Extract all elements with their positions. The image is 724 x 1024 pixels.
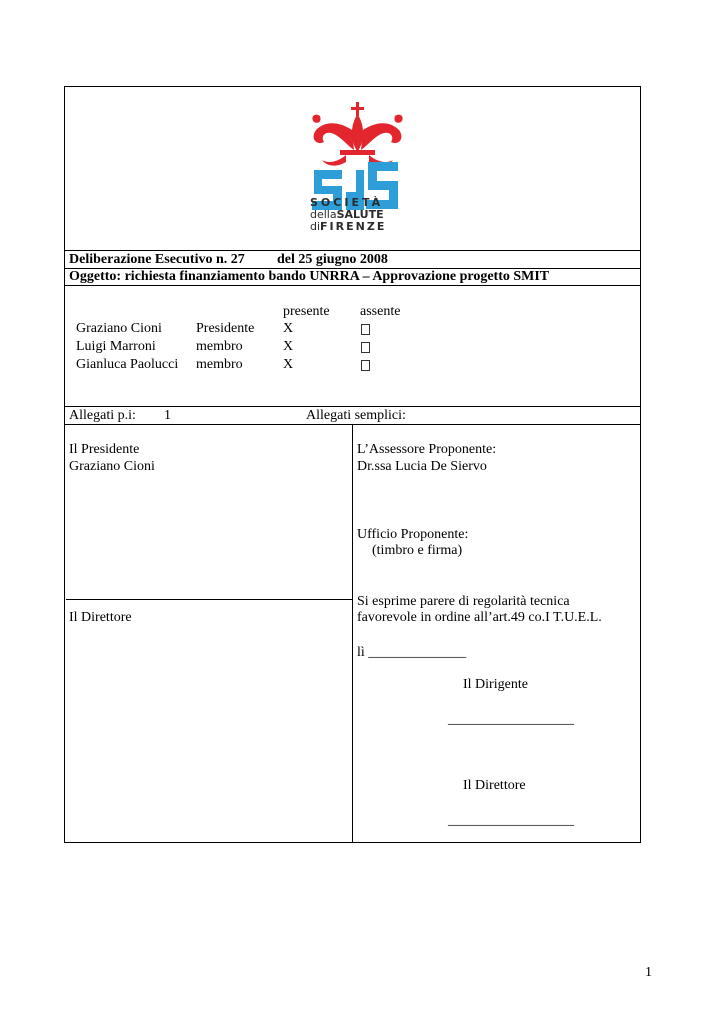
attendance-divider — [64, 285, 641, 286]
header-divider — [64, 250, 641, 251]
parere-line-2: favorevole in ordine all’art.49 co.I T.U.E.L. — [357, 610, 602, 625]
assessore-name: Dr.ssa Lucia De Siervo — [357, 459, 487, 474]
oggetto: Oggetto: richiesta finanziamento bando UNRRA – Approvazione progetto SMIT — [69, 269, 550, 284]
assente-checkbox — [361, 342, 370, 353]
attendee-name: Graziano Cioni — [76, 321, 162, 336]
allegati-pi-value: 1 — [164, 408, 171, 423]
attendee-role: membro — [196, 357, 243, 372]
page-number: 1 — [645, 965, 652, 980]
col-assente-header: assente — [360, 304, 401, 319]
logo-text-societa: SOCIETÀ — [310, 196, 384, 209]
ufficio-note: (timbro e firma) — [372, 543, 463, 558]
attendee-presente-mark: X — [283, 339, 294, 354]
presidente-name: Graziano Cioni — [69, 459, 155, 474]
direttore-right-title: Il Direttore — [463, 778, 526, 793]
assente-checkbox — [361, 324, 370, 335]
deliberazione-date: del 25 giugno 2008 — [277, 252, 388, 267]
direttore-signature: __________________ — [448, 813, 574, 828]
allegati-divider-top — [64, 406, 641, 407]
attendee-presente-mark: X — [283, 321, 294, 336]
assente-checkbox — [361, 360, 370, 371]
presidente-signature-line — [66, 599, 352, 600]
attendee-name: Gianluca Paolucci — [76, 357, 179, 372]
attendee-role: membro — [196, 339, 243, 354]
logo-text-salute: SALUTE — [336, 208, 384, 221]
logo-text-di-firenze — [310, 221, 386, 233]
parere-line-1: Si esprime parere di regolarità tecnica — [357, 594, 570, 609]
logo-text-della: della — [310, 208, 337, 221]
dirigente-title: Il Dirigente — [463, 677, 528, 692]
ufficio-title: Ufficio Proponente: — [357, 527, 469, 542]
logo-text-di: di — [310, 220, 321, 233]
attendee-role: Presidente — [196, 321, 255, 336]
presidente-title: Il Presidente — [69, 442, 140, 457]
column-divider — [352, 424, 353, 843]
direttore-title: Il Direttore — [69, 610, 132, 625]
li-date-field: lì ______________ — [357, 645, 467, 660]
logo-text-firenze: FIRENZE — [320, 220, 387, 233]
allegati-semplici-label: Allegati semplici: — [306, 408, 406, 423]
deliberazione-number: Deliberazione Esecutivo n. 27 — [69, 252, 245, 267]
attendee-name: Luigi Marroni — [76, 339, 156, 354]
allegati-pi-label: Allegati p.i: — [69, 408, 136, 423]
col-presente-header: presente — [283, 304, 330, 319]
assessore-title: L’Assessore Proponente: — [357, 442, 497, 457]
attendee-presente-mark: X — [283, 357, 294, 372]
dirigente-signature: __________________ — [448, 712, 574, 727]
